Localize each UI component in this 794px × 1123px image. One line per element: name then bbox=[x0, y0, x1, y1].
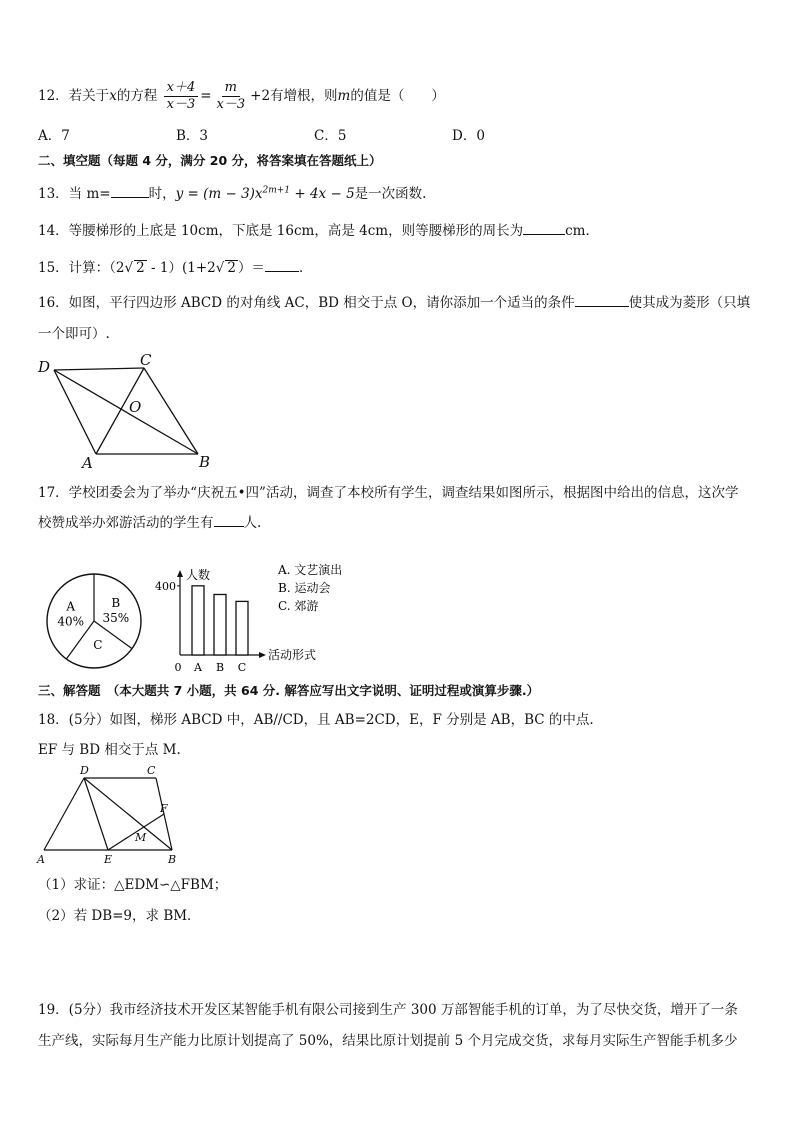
q13-text-1: 13．当 m= bbox=[38, 186, 111, 202]
q12-text-2: 有增根，则 bbox=[270, 88, 338, 104]
question-19-line-1: 19．(5分）我市经济技术开发区某智能手机有限公司接到生产 300 万部智能手机的订单，为了尽快交货，增开了一条 bbox=[38, 1002, 738, 1018]
q17-answer-blank[interactable] bbox=[214, 514, 244, 527]
legend-entry: C. 郊游 bbox=[278, 599, 319, 613]
q15-sqrt-symbol-1: √ bbox=[124, 260, 134, 276]
q14-answer-blank[interactable] bbox=[523, 222, 565, 235]
q14-text-2: cm． bbox=[565, 223, 599, 239]
question-18-line-1: 18．(5分）如图，梯形 ABCD 中，AB//CD，且 AB=2CD，E，F 分别是 AB，BC 的中点. bbox=[38, 712, 594, 728]
pie-slice-label: C bbox=[93, 638, 103, 653]
q12-number: 12．若关于 bbox=[38, 88, 110, 104]
q15-text-1: 15．计算：（2 bbox=[38, 260, 125, 276]
q12-fraction-1 bbox=[164, 80, 199, 113]
q13-exponent: 2m+1 bbox=[262, 185, 291, 196]
q12-frac2-den: x－3 bbox=[216, 97, 246, 112]
label-m: M bbox=[135, 831, 147, 844]
question-18-line-2: EF 与 BD 相交于点 M. bbox=[38, 742, 181, 758]
edge-ad bbox=[44, 778, 84, 850]
edge-dc bbox=[54, 368, 144, 370]
q13-text-3: 是一次函数. bbox=[354, 186, 427, 202]
label-o: O bbox=[129, 398, 142, 416]
label-a: A bbox=[37, 853, 45, 866]
question-19-line-2: 生产线，实际每月生产能力比原计划提高了 50%，结果比原计划提前 5 个月完成交货，求每月实际生产智能手机多少 bbox=[38, 1033, 738, 1049]
pie-slice-percent: 35% bbox=[102, 610, 130, 625]
label-d: D bbox=[38, 358, 51, 376]
q12-frac2-num: m bbox=[222, 80, 240, 97]
section-3-title: 三、解答题 （本大题共 7 小题，共 64 分. 解答应写出文字说明、证明过程或演算步骤.） bbox=[38, 683, 540, 698]
q12-var-x: x bbox=[109, 88, 117, 104]
pie-slice-label: A bbox=[66, 599, 76, 614]
question-14 bbox=[38, 219, 599, 239]
y-tick-label: 400 bbox=[155, 579, 176, 593]
q12-option-c: C．5 bbox=[314, 128, 347, 144]
bar-a bbox=[192, 586, 204, 655]
q12-option-d: D．0 bbox=[452, 128, 485, 144]
q12-var-m: m bbox=[337, 88, 351, 104]
q14-text-1: 14．等腰梯形的上底是 10cm，下底是 16cm，高是 4cm，则等腰梯形的周长为 bbox=[38, 223, 524, 239]
q13-formula-2: + 4x − 5 bbox=[290, 186, 355, 202]
legend-entry: A. 文艺演出 bbox=[278, 563, 343, 577]
figure-16-parallelogram bbox=[36, 350, 226, 470]
q17-text-2: 人. bbox=[243, 515, 262, 531]
pie-chart bbox=[40, 571, 150, 671]
question-17-line-2 bbox=[38, 511, 261, 531]
q12-frac1-den: x－3 bbox=[166, 97, 196, 112]
question-17-line-1: 17．学校团委会为了举办“庆祝五•四”活动，调查了本校所有学生，调查结果如图所示，根据图中给出的信息，这次学 bbox=[38, 485, 739, 501]
label-c: C bbox=[147, 764, 156, 777]
q12-plus-two: +2 bbox=[250, 88, 271, 104]
q12-text-3: 的值是（ ） bbox=[350, 88, 445, 104]
edge-cb bbox=[144, 368, 198, 454]
q15-text-3: ）＝ bbox=[237, 260, 265, 276]
legend-entry: B. 运动会 bbox=[278, 581, 331, 595]
q13-answer-blank[interactable] bbox=[111, 185, 149, 198]
question-16-line-1 bbox=[38, 291, 750, 311]
q12-frac1-num: x＋4 bbox=[164, 80, 199, 97]
bar-c bbox=[236, 601, 248, 655]
q15-sqrt-2: 2 bbox=[227, 260, 236, 276]
label-b: B bbox=[199, 453, 211, 470]
q15-answer-blank[interactable] bbox=[265, 259, 299, 272]
label-e: E bbox=[104, 853, 113, 866]
q12-option-a: A．7 bbox=[38, 128, 70, 144]
q15-sqrt-symbol-2: √ bbox=[215, 260, 225, 276]
q12-fraction-2 bbox=[214, 80, 249, 113]
q16-answer-blank[interactable] bbox=[575, 294, 629, 307]
q13-text-2: 时， bbox=[148, 186, 176, 202]
pie-slice-percent: 40% bbox=[57, 614, 85, 629]
q17-text-1: 校赞成举办郊游活动的学生有 bbox=[38, 515, 214, 531]
question-16-line-2: 一个即可）. bbox=[38, 326, 110, 342]
q13-formula: y = (m − 3)x bbox=[175, 186, 263, 202]
q15-sqrt-1: 2 bbox=[136, 260, 145, 276]
question-13 bbox=[38, 182, 426, 202]
bar-b bbox=[214, 594, 226, 655]
x-tick-label: C bbox=[237, 661, 247, 672]
q15-text-2: - 1）(1+2 bbox=[146, 260, 216, 276]
question-18-sub-2: （2）若 DB=9，求 BM． bbox=[38, 908, 201, 924]
q12-text-1: 的方程 bbox=[116, 88, 158, 104]
label-a: A bbox=[82, 454, 93, 470]
figure-18-trapezoid bbox=[34, 760, 194, 868]
label-b: B bbox=[168, 853, 177, 866]
question-15 bbox=[38, 256, 312, 276]
question-18-sub-1: （1）求证：△EDM∽△FBM； bbox=[38, 877, 228, 893]
y-axis-arrow bbox=[177, 570, 183, 577]
segment-de bbox=[84, 778, 108, 850]
bar-chart bbox=[152, 560, 372, 672]
label-d: D bbox=[80, 764, 89, 777]
label-f: F bbox=[160, 802, 168, 815]
x-tick-label: B bbox=[215, 661, 225, 672]
label-c: C bbox=[140, 351, 152, 369]
q15-text-4: ． bbox=[298, 260, 313, 276]
q12-equals: = bbox=[200, 88, 212, 104]
q12-option-b: B．3 bbox=[176, 128, 209, 144]
q16-text-2: 使其成为菱形（只填 bbox=[628, 295, 751, 311]
pie-slice-label: B bbox=[111, 595, 121, 610]
question-12 bbox=[38, 80, 445, 113]
section-2-title: 二、填空题（每题 4 分，满分 20 分，将答案填在答题纸上） bbox=[38, 153, 382, 168]
q16-text-1: 16．如图，平行四边形 ABCD 的对角线 AC，BD 相交于点 O，请你添加一个适当的条件 bbox=[38, 295, 575, 311]
x-axis-arrow bbox=[259, 652, 266, 658]
y-axis-label: 人数 bbox=[186, 568, 211, 582]
x-axis-label: 活动形式 bbox=[268, 648, 317, 662]
x-tick-label: A bbox=[194, 661, 202, 672]
origin-label: 0 bbox=[174, 661, 182, 672]
